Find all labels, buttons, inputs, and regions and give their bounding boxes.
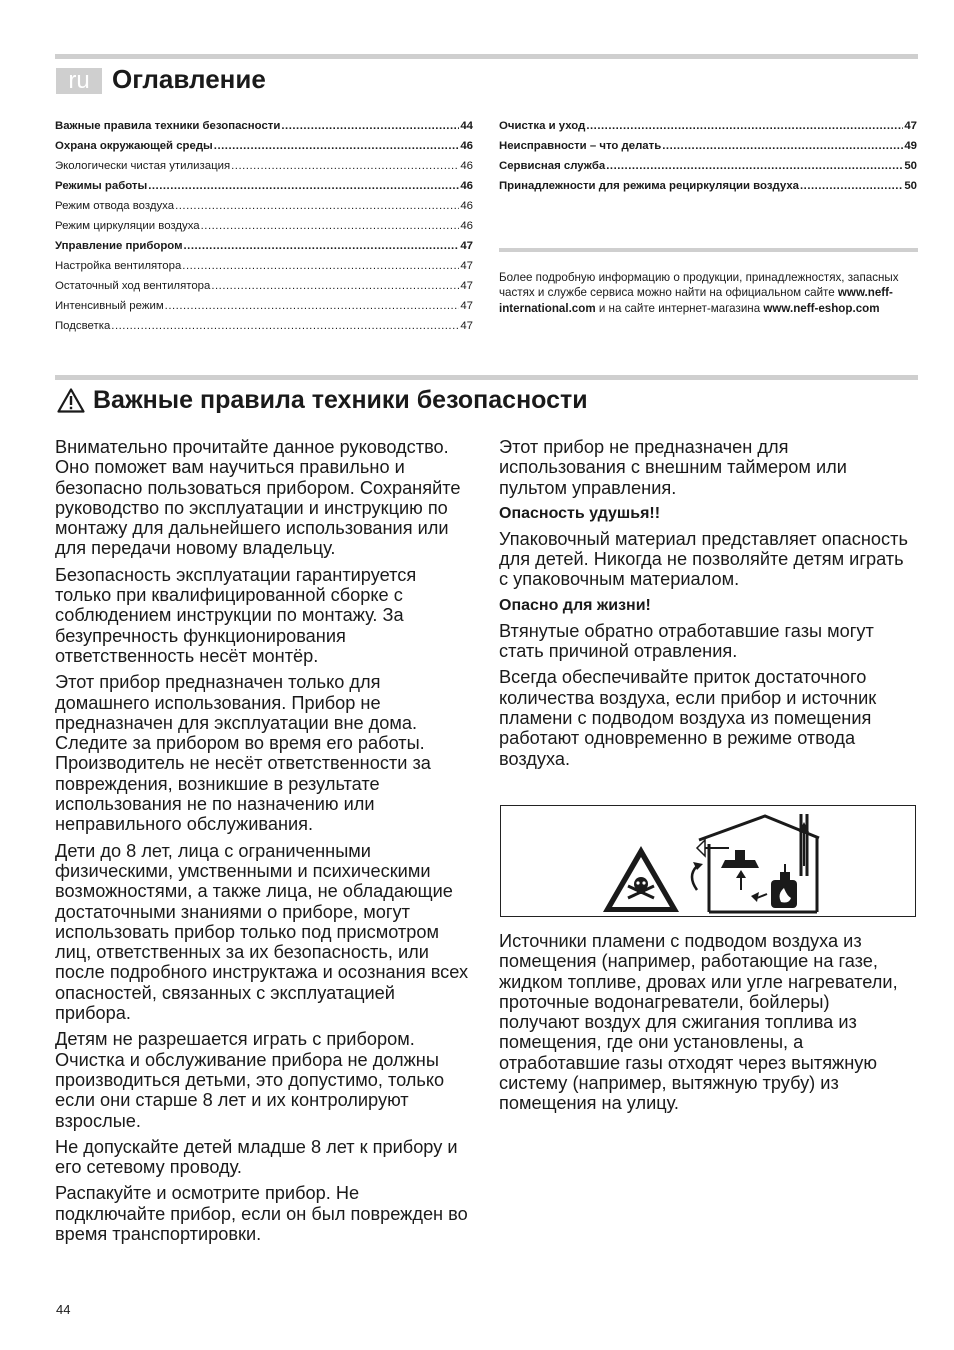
toc-leader-dots [175, 196, 459, 216]
toc-entry-label: Неисправности – что делать [499, 140, 662, 152]
toc-entry-page: 46 [460, 160, 473, 172]
safety-paragraph: Детям не разрешается играть с прибором. Очистка и обслуживание прибора не должны производиться детьми, это допустимо, только если они старше 8 лет и их контролируют взрослые. [55, 1029, 445, 1131]
top-divider [55, 54, 918, 59]
toc-entry[interactable] [55, 256, 473, 276]
toc-entry-label: Управление прибором [55, 240, 183, 252]
safety-paragraph: Дети до 8 лет, лица с ограниченными физическими, умственными и психическими возможностями, а также лица, не обладающие достаточными знаниями о приборе, могут использовать прибор только под присмотром лиц, ответственных за их безопасность, или после подробного инструктажа и осознания всех опасностей, связанных с эксплуатацией прибора. [55, 840, 469, 1024]
heading-danger-to-life: Опасно для жизни! [499, 596, 651, 614]
toc-entry-page: 47 [460, 260, 473, 272]
toc-entry-label: Охрана окружающей среды [55, 140, 213, 152]
toc-entry-label: Экологически чистая утилизация [55, 160, 231, 172]
toc-entry-label: Принадлежности для режима рециркуляции воздуха [499, 180, 800, 192]
toc-entry-label: Режим циркуляции воздуха [55, 220, 200, 232]
toc-entry[interactable] [55, 296, 473, 316]
toc-leader-dots [231, 156, 459, 176]
toc-entry-page: 46 [460, 220, 473, 232]
section-divider [55, 375, 918, 380]
toc-leader-dots [281, 116, 459, 136]
toc-entry[interactable] [55, 316, 473, 336]
toc-entry-label: Настройка вентилятора [55, 260, 182, 272]
toc-leader-dots [201, 216, 460, 236]
paragraph-timer: Этот прибор не предназначен для использования с внешним таймером или пультом управления. [499, 437, 847, 498]
toc-entry-page: 49 [904, 140, 917, 152]
safety-paragraph: Распакуйте и осмотрите прибор. Не подключайте прибор, если он был поврежден во время транспортировки. [55, 1183, 468, 1244]
toc-entry[interactable] [55, 176, 473, 196]
exhaust-gas-illustration [500, 805, 916, 917]
language-badge: ru [56, 68, 102, 94]
toc-entry[interactable] [55, 116, 473, 136]
safety-paragraph: Не допускайте детей младше 8 лет к прибору и его сетевому проводу. [55, 1136, 458, 1178]
toc-entry[interactable] [499, 116, 917, 136]
toc-left-column [55, 116, 473, 336]
toc-entry[interactable] [499, 156, 917, 176]
toc-entry-page: 46 [460, 140, 473, 152]
toc-entry-label: Важные правила техники безопасности [55, 120, 281, 132]
toc-leader-dots [184, 236, 460, 256]
toc-entry-label: Интенсивный режим [55, 300, 164, 312]
link-neff-international[interactable]: www.neff-international.com [499, 286, 893, 315]
toc-title: Оглавление [112, 64, 266, 94]
toc-entry-label: Режим отвода воздуха [55, 200, 175, 212]
link-neff-eshop[interactable]: www.neff-eshop.com [763, 301, 880, 315]
toc-entry-page: 47 [460, 300, 473, 312]
toc-leader-dots [800, 176, 903, 196]
toc-entry-label: Режимы работы [55, 180, 148, 192]
toc-entry-page: 47 [460, 240, 473, 252]
safety-left-column [55, 437, 471, 1250]
toc-entry-label: Подсветка [55, 320, 111, 332]
toc-entry-page: 47 [460, 320, 473, 332]
toc-entry-label: Остаточный ход вентилятора [55, 280, 211, 292]
heading-suffocation: Опасность удушья!! [499, 504, 661, 522]
safety-paragraph: Этот прибор предназначен только для домашнего использования. Прибор не предназначен для эксплуатации вне дома. Следите за прибором во время его работы. Производитель не несёт ответственности за повреждения, возникшие в результате использования не по назначению или неправильного обслуживания. [55, 672, 431, 835]
toc-entry[interactable] [55, 216, 473, 236]
toc-leader-dots [662, 136, 903, 156]
page-number: 44 [56, 1302, 71, 1317]
safety-paragraph: Безопасность эксплуатации гарантируется только при квалифицированной сборке с соблюдением инструкции по монтажу. За безупречность функционирования ответственность несёт монтёр. [55, 564, 417, 666]
safety-paragraph: Внимательно прочитайте данное руководство. Оно поможет вам научиться правильно и безопасно пользоваться прибором. Сохраняйте руководство по эксплуатации и инструкцию по монтажу для дальнейшего использования или для передачи новому владельцу. [55, 437, 461, 559]
toc-entry[interactable] [55, 136, 473, 156]
toc-leader-dots [148, 176, 459, 196]
toc-leader-dots [586, 116, 903, 136]
poison-warning-icon [603, 846, 679, 912]
toc-entry[interactable] [55, 156, 473, 176]
toc-leader-dots [111, 316, 459, 336]
toc-entry-page: 46 [460, 200, 473, 212]
toc-entry[interactable] [55, 236, 473, 256]
toc-entry-page: 50 [904, 160, 917, 172]
toc-entry-page: 47 [460, 280, 473, 292]
paragraph-suffocation: Упаковочный материал представляет опасность для детей. Никогда не позволяйте детям играть с упаковочным материалом. [499, 528, 908, 590]
more-info-text: Более подробную информацию о продукции, принадлежностях, запасных частях и службе сервиса можно найти на официальном сайте www.neff-international.com и на сайте интернет-магазина www.neff-eshop.com [499, 271, 899, 315]
toc-entry-label: Очистка и уход [499, 120, 586, 132]
toc-entry-page: 44 [460, 120, 473, 132]
toc-right-column [499, 116, 917, 196]
safety-section-title: Важные правила техники безопасности [57, 384, 588, 416]
toc-entry-page: 47 [904, 120, 917, 132]
toc-entry[interactable] [55, 196, 473, 216]
toc-entry-page: 46 [460, 180, 473, 192]
toc-leader-dots [182, 256, 459, 276]
safety-right-column [499, 437, 915, 775]
toc-leader-dots [214, 136, 460, 156]
toc-entry[interactable] [499, 136, 917, 156]
toc-entry-label: Сервисная служба [499, 160, 606, 172]
safety-right-column-bottom [499, 931, 915, 1120]
toc-leader-dots [165, 296, 460, 316]
toc-entry[interactable] [55, 276, 473, 296]
toc-leader-dots [211, 276, 459, 296]
toc-leader-dots [606, 156, 903, 176]
paragraph-flame-sources: Источники пламени с подводом воздуха из помещения (например, работающие на газе, жидком топливе, дровах или угле нагреватели, проточные водонагреватели, бойлеры) получают воздух для сжигания топлива из помещения, где они установлены, а отработавшие газы отходят через вытяжную систему (например, вытяжную трубу) из помещения на улицу. [499, 931, 898, 1114]
warning-triangle-icon [57, 388, 85, 413]
paragraph-air-supply: Всегда обеспечивайте приток достаточного количества воздуха, если прибор и источник пламени с подводом воздуха из помещения работают одновременно в режиме отвода воздуха. [499, 667, 877, 769]
toc-entry-page: 50 [904, 180, 917, 192]
info-divider [499, 248, 918, 252]
toc-entry[interactable] [499, 176, 917, 196]
paragraph-exhaust-gas: Втянутые обратно отработавшие газы могут стать причиной отравления. [499, 620, 874, 662]
